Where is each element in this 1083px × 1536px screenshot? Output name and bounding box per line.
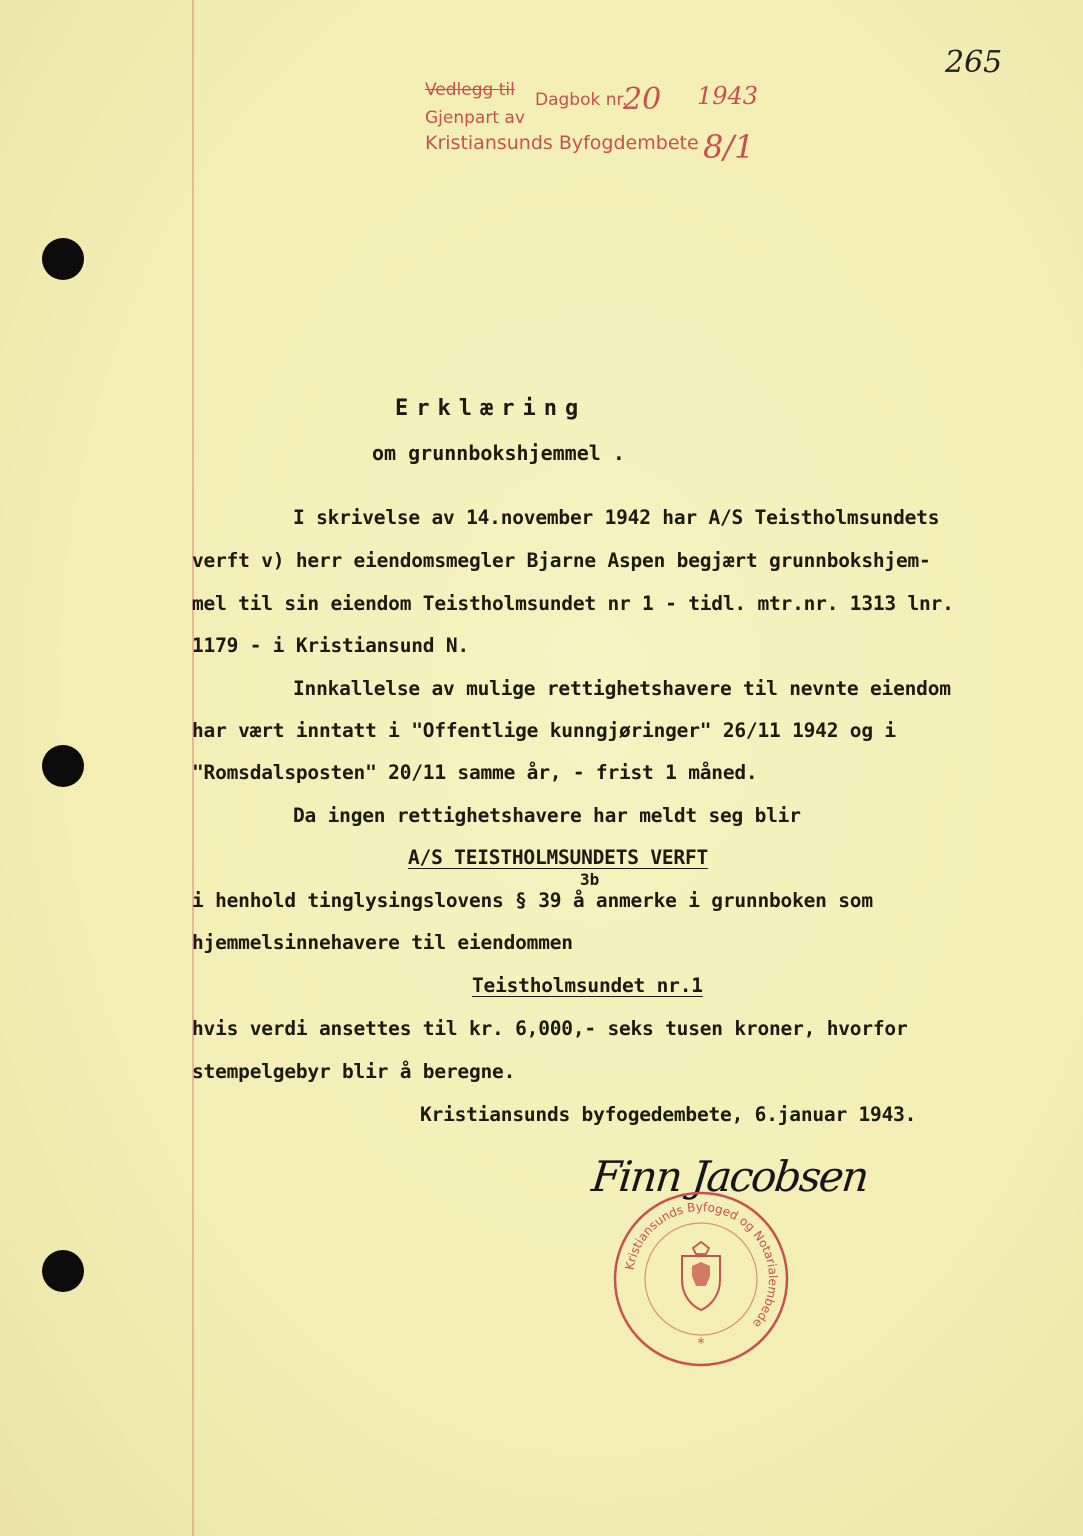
coat-of-arms-icon (682, 1242, 720, 1310)
stamp-date: 8/1 (703, 128, 755, 166)
stamp-gjenpart: Gjenpart av (425, 108, 525, 128)
body-line: Innkallelse av mulige rettighetshavere til nevnte eiendom (293, 677, 951, 700)
body-line: har vært inntatt i "Offentlige kunngjøringer" 26/11 1942 og i (192, 719, 896, 742)
stamp-year: 1943 (697, 82, 759, 110)
body-line: hvis verdi ansettes til kr. 6,000,- seks tusen kroner, hvorfor (192, 1017, 908, 1040)
seal-text: Kristiansunds Byfoged og Notarialembede (622, 1199, 781, 1331)
body-line: i henhold tinglysingslovens § 39 å anmerke i grunnboken som (192, 889, 873, 912)
stamp-office: Kristiansunds Byfogdembete (425, 132, 699, 154)
punch-hole (42, 238, 84, 280)
punch-hole (42, 1250, 84, 1292)
body-line: mel til sin eiendom Teistholmsundet nr 1 - tidl. mtr.nr. 1313 lnr. (192, 592, 954, 615)
body-line: 1179 - i Kristiansund N. (192, 634, 469, 657)
stamp-dagbok: Dagbok nr. (535, 90, 628, 110)
body-line: I skrivelse av 14.november 1942 har A/S Teistholmsundets (293, 506, 940, 529)
punch-hole (42, 745, 84, 787)
seal-star: * (697, 1336, 705, 1352)
stamp-vedlegg: Vedlegg til (425, 80, 515, 100)
signature: Finn Jacobsen (589, 1152, 870, 1201)
place-date-line: Kristiansunds byfogedembete, 6.januar 1943. (420, 1103, 917, 1126)
body-line: Da ingen rettighetshavere har meldt seg blir (293, 804, 801, 827)
official-seal (612, 1190, 790, 1368)
document-subtitle: om grunnbokshjemmel . (372, 441, 625, 465)
document-title: Erklæring (395, 396, 587, 421)
page-number: 265 (945, 45, 1003, 80)
company-name: A/S TEISTHOLMSUNDETS VERFT (408, 846, 709, 869)
body-line: hjemmelsinnehavere til eiendommen (192, 931, 573, 954)
body-line: stempelgebyr blir å beregne. (192, 1060, 516, 1083)
section-mark: 3b (580, 870, 600, 889)
stamp-dagbok-number: 20 (623, 82, 662, 117)
body-line: verft v) herr eiendomsmegler Bjarne Aspen begjært grunnbokshjem- (192, 549, 931, 572)
body-line: "Romsdalsposten" 20/11 samme år, - frist 1 måned. (192, 761, 758, 784)
property-name: Teistholmsundet nr.1 (472, 974, 703, 997)
